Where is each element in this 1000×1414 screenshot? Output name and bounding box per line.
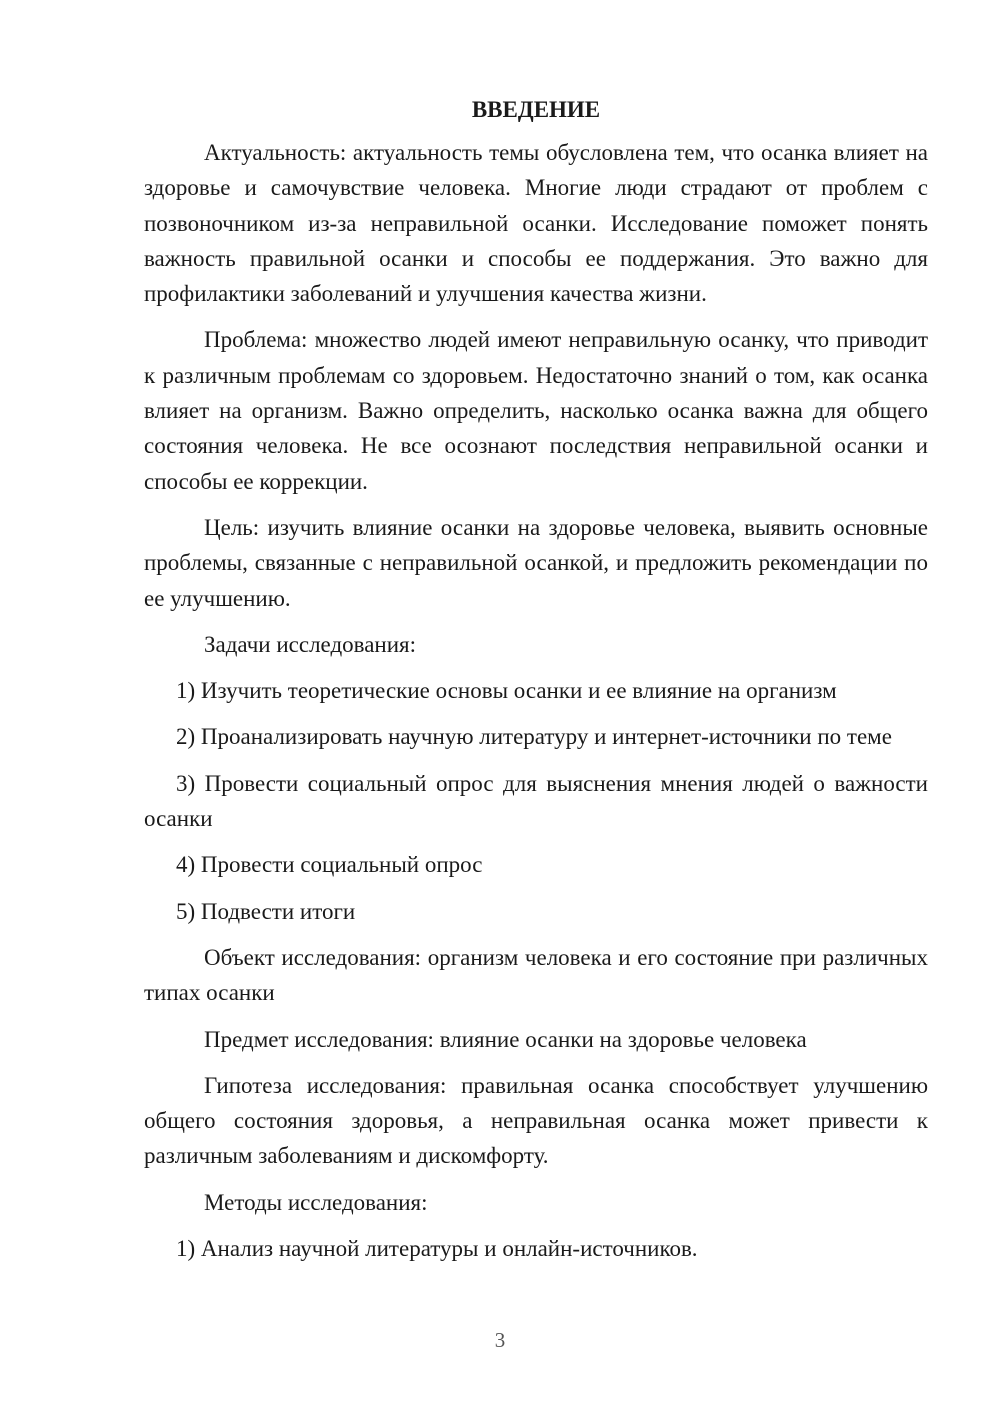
- subject-paragraph: Предмет исследования: влияние осанки на здоровье человека: [204, 1026, 807, 1052]
- methods-heading: Методы исследования:: [204, 1189, 428, 1215]
- tasks-heading: Задачи исследования:: [204, 631, 417, 657]
- task-item-5: 5) Подвести итоги: [176, 898, 356, 924]
- relevance-paragraph: Актуальность: актуальность темы обусловлена тем, что осанка влияет на здоровье и самочувствие человека. Многие люди страдают от проблем с позвоночником из-за неправильной осанки. Исследование поможет понять важность правильной осанки и способы ее поддержания. Это важно для профилактики заболеваний и улучшения качества жизни.: [144, 140, 928, 307]
- page-number: 3: [494, 1328, 506, 1352]
- task-item-3: 3) Провести социальный опрос для выяснения мнения людей о важности осанки: [144, 770, 928, 832]
- document-page: [144, 95, 928, 1277]
- goal-paragraph: Цель: изучить влияние осанки на здоровье человека, выявить основные проблемы, связанные с неправильной осанкой, и предложить рекомендации по ее улучшению.: [144, 514, 928, 611]
- object-paragraph: Объект исследования: организм человека и его состояние при различных типах осанки: [144, 944, 928, 1006]
- problem-paragraph: Проблема: множество людей имеют неправильную осанку, что приводит к различным проблемам со здоровьем. Недостаточно знаний о том, как осанка влияет на организм. Важно определить, насколько осанка важна для общего состояния человека. Не все осознают последствия неправильной осанки и способы ее коррекции.: [144, 327, 928, 494]
- section-title: ВВЕДЕНИЕ: [471, 97, 601, 122]
- method-item-1: 1) Анализ научной литературы и онлайн-источников.: [176, 1236, 698, 1262]
- task-item-2: 2) Проанализировать научную литературу и интернет-источники по теме: [176, 724, 892, 750]
- task-item-1: 1) Изучить теоретические основы осанки и ее влияние на организм: [176, 678, 837, 704]
- task-item-4: 4) Провести социальный опрос: [176, 852, 483, 878]
- hypothesis-paragraph: Гипотеза исследования: правильная осанка способствует улучшению общего состояния здоровья, а неправильная осанка может привести к различным заболеваниям и дискомфорту.: [144, 1072, 928, 1169]
